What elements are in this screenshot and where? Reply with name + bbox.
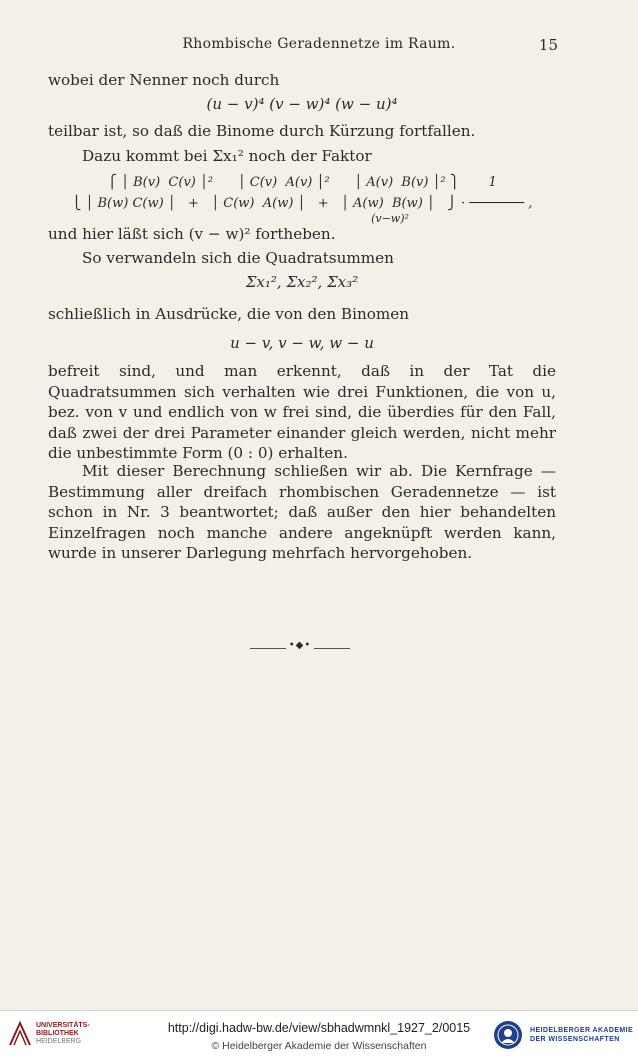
paragraph-5: So verwandeln sich die Quadratsummen	[82, 249, 394, 267]
permalink-url[interactable]: http://digi.hadw-bw.de/view/sbhadwmnkl_1927_2/0015	[167, 1021, 471, 1035]
paragraph-1: wobei der Nenner noch durch	[48, 71, 280, 89]
page-header	[0, 36, 638, 56]
viewer-footer	[0, 1010, 638, 1058]
equation-denominator: (u − v)⁴ (v − w)⁴ (w − u)⁴	[206, 95, 398, 113]
university-library-name: UNIVERSITÄTS- BIBLIOTHEK HEIDELBERG	[36, 1022, 90, 1045]
equation-binome: u − v, v − w, w − u	[230, 334, 374, 352]
running-title: Rhombische Geradennetze im Raum.	[182, 36, 456, 52]
paragraph-7: befreit sind, und man erkennt, daß in der Tat die Quadratsummen sich verhalten wie drei Funktionen, die von u, bez. von v und endlich von w frei sind, die überdies für den Fall, daß zwei der drei Parameter einander gleich werden, nicht mehr die unbestimmte Form (0 : 0) erhalten.	[48, 362, 556, 463]
academy-name: HEIDELBERGER AKADEMIE DER WISSENSCHAFTEN	[530, 1027, 634, 1043]
matrix-row-1: ⎧ │ B(v) C(v) │² │ C(v) A(v) │² │ A(v) B(v) │² ⎫ 1	[107, 175, 497, 190]
academy-seal-icon	[492, 1019, 524, 1051]
copyright-notice: © Heidelberger Akademie der Wissenschaften	[211, 1040, 427, 1052]
paragraph-3: Dazu kommt bei Σx₁² noch der Faktor	[82, 147, 372, 165]
paragraph-2: teilbar ist, so daß die Binome durch Kürzung fortfallen.	[48, 122, 476, 140]
equation-quadratsummen: Σx₁², Σx₂², Σx₃²	[245, 273, 359, 291]
matrix-row-2: ⎩ │ B(w) C(w) │ + │ C(w) A(w) │ + │ A(w) B(w) │ ⎭ · ─────── ,	[71, 196, 533, 211]
matrix-row-3: (v−w)²	[371, 212, 409, 225]
paragraph-4: und hier läßt sich (v − w)² fortheben.	[48, 225, 336, 243]
ornament-dots: •◆•	[288, 640, 312, 651]
section-end-ornament	[250, 640, 350, 651]
paragraph-8: Mit dieser Berechnung schließen wir ab. Die Kernfrage — Bestimmung aller dreifach rhombischen Geradennetze — ist schon in Nr. 3 beantwortet; daß außer den hier behandelten Einzelfragen noch manche andere angeknüpft werden kann, wurde in unserer Darlegung mehrfach hervorgehoben.	[48, 462, 556, 563]
page-number: 15	[538, 36, 558, 54]
paragraph-6: schließlich in Ausdrücke, die von den Binomen	[48, 305, 410, 323]
